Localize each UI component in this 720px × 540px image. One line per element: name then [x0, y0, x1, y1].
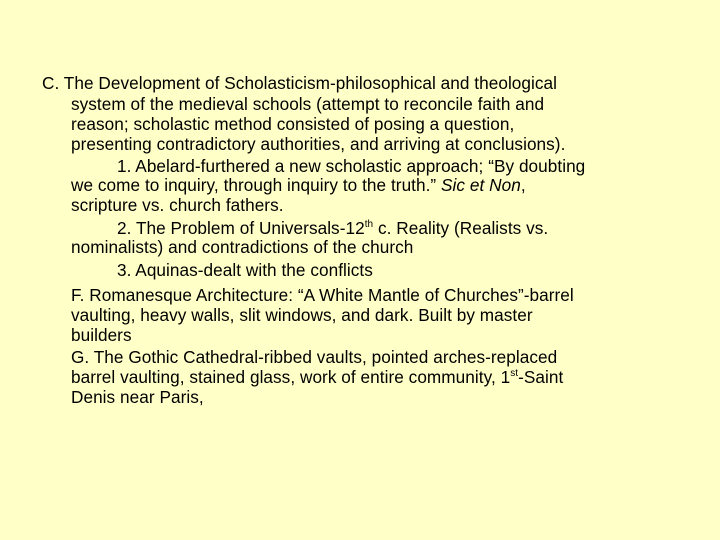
section-f-text: builders [71, 325, 132, 345]
item-aquinas: 3. Aquinas-dealt with the conflicts [117, 260, 373, 280]
section-c-text: reason; scholastic method consisted of posing a question, [71, 114, 515, 134]
section-g-heading: G. The Gothic Cathedral-ribbed vaults, pointed arches-replaced [71, 347, 558, 367]
section-g-text [71, 367, 563, 387]
item-abelard: 1. Abelard-furthered a new scholastic approach; “By doubting [117, 156, 586, 176]
item-universals-pre: 2. The Problem of Universals-12 [117, 218, 365, 238]
superscript-th: th [364, 219, 374, 230]
item-universals-text: nominalists) and contradictions of the church [71, 237, 414, 257]
section-g-post: -Saint [518, 367, 564, 387]
item-abelard-text: scripture vs. church fathers. [71, 195, 284, 215]
section-c-text: system of the medieval schools (attempt to reconcile faith and [71, 94, 545, 114]
item-abelard-comma: , [520, 175, 526, 195]
superscript-st: st [510, 368, 519, 379]
section-c-text: presenting contradictory authorities, and arriving at conclusions). [71, 134, 566, 154]
item-abelard-quote: we come to inquiry, through inquiry to the truth.” [71, 175, 442, 195]
section-f-text: vaulting, heavy walls, slit windows, and dark. Built by master [71, 305, 533, 325]
sic-et-non-title: Sic et Non [441, 175, 521, 195]
section-g-pre: barrel vaulting, stained glass, work of entire community, 1 [71, 367, 511, 387]
section-f-heading: F. Romanesque Architecture: “A White Mantle of Churches”-barrel [71, 285, 574, 305]
item-abelard-text [71, 175, 526, 195]
section-c-heading: C. The Development of Scholasticism-philosophical and theological [42, 73, 558, 93]
item-universals [117, 218, 548, 238]
section-g-text: Denis near Paris, [71, 387, 204, 407]
item-universals-post: c. Reality (Realists vs. [373, 218, 549, 238]
